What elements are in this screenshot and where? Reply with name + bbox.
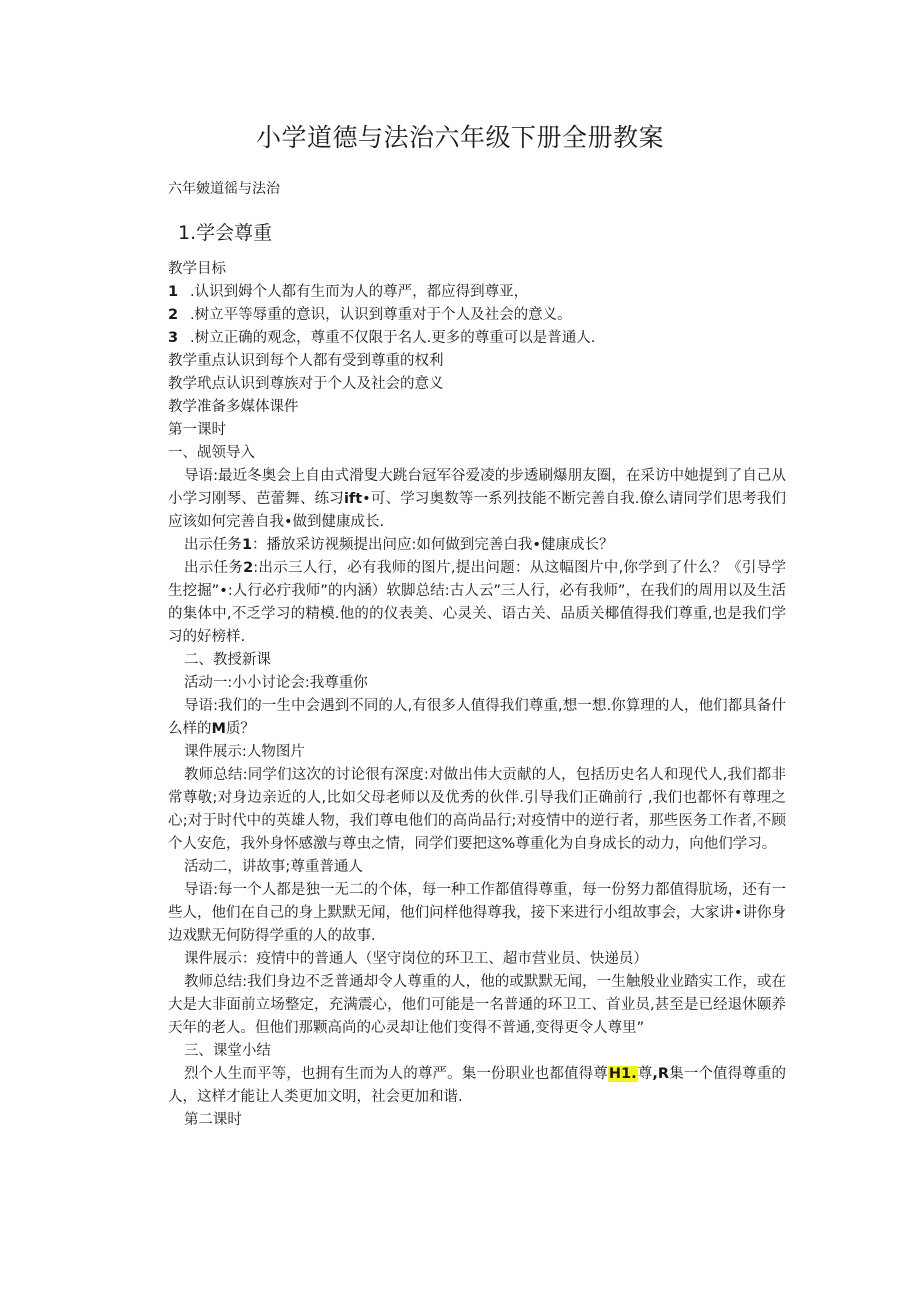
difficulty-point: 教学玳点认识到尊族对于个人及社会的意义 (168, 376, 444, 392)
task-number: 1 (241, 537, 253, 553)
summary-text-tail: 集一个值得尊重的人，这样才能让人类更加文明，社会更加和谐. (168, 1066, 787, 1105)
task-2 (168, 557, 786, 649)
lesson-content (168, 258, 786, 1132)
summary-text-mid: 尊 (637, 1066, 653, 1082)
subject-label: 六年皴道徭与法治 (168, 181, 280, 197)
task-label: 出示任务 (183, 560, 244, 576)
objective-number: 3 (168, 330, 179, 346)
section-heading: 三、课堂小结 (183, 1043, 271, 1059)
objective-text: .认识到姆个人都有生而为人的尊严，都应得到尊亚， (190, 284, 529, 300)
objective-item (168, 304, 786, 327)
summary-text: 烈个人生而平等，也拥有生而为人的尊严。集一份职业也都值得尊 (183, 1066, 608, 1082)
task-text: ：播放采访视频提出问应:如何做到完善白我•健康成长？ (252, 537, 614, 553)
objective-number: 1 (168, 284, 179, 300)
guide-bold: M (211, 721, 226, 737)
objective-text: .树立正确的观念，尊重不仅限于名人.更多的尊重可以是普通人. (190, 330, 596, 346)
objective-item (168, 281, 786, 304)
period-heading: 第二课时 (183, 1112, 242, 1128)
intro-text-tail: •可、学习奥数等一系列技能不断完善自我.僚么请同学们思考我们应该如何完善自我•做到健康成长. (168, 491, 786, 530)
objective-item (168, 327, 786, 350)
guide-paragraph (168, 695, 786, 741)
period-heading: 第一课时 (168, 422, 226, 438)
guide-text-tail: 质？ (225, 721, 255, 737)
intro-bold: ift (343, 491, 363, 507)
activity-heading: 活动一:小小讨论会:我尊重你 (183, 675, 368, 691)
highlighted-text: H1. (608, 1066, 637, 1082)
preparation: 教学准备多媒体课件 (168, 399, 299, 415)
task-1 (168, 534, 786, 557)
key-point: 教学重点认识到每个人都有受到尊重的权利 (168, 353, 444, 369)
task-text: :出示三人行，必有我师的图片,提出问题：从这幅图片中,你学到了什么？《引导学生挖掘”•:人行必疔我师”的内涵）软脚总结:古人云”三人行，必有我师”，在我们的周用以及生活的集体中,不乏学习的精模.他的的仪表美、心灵关、语古关、品质关椰值得我们尊重,也是我们学习的好榜样. (168, 560, 787, 645)
teacher-summary: 教师总结:我们身边不乏普通却令人尊重的人，他的或默默无闻，一生触般业业踏实工作，或在大是大非面前立场整定，充满震心，他们可能是一名普通的环卫工、首业员,甚至是已经退休颐养天年的老人。但他们那颗高尚的心灵却让他们变得不普通,变得更令人尊里” (168, 974, 786, 1036)
intro-paragraph (168, 465, 786, 534)
objective-number: 2 (168, 307, 179, 323)
intro-text: 导语:最近冬奥会上自由式滑叟大跳台冠军谷爱凌的步透刷爆朋友圈，在采访中她提到了自己从小学习刚琴、芭蕾舞、练习 (168, 468, 786, 507)
section-heading: 一、觇领导入 (168, 445, 255, 461)
teacher-summary: 教师总结:同学们这次的讨论很有深度:对做出伟大贡献的人，包括历史名人和现代人,我们都非常尊敬;对身边亲近的人,比如父母老师以及优秀的伙伴.引导我们正确前行 ,我们也都怀有尊理之心;对于时代中的英雄人物，我们尊电他们的高尚品行;对疫情中的逆行者，那些医务工作者,不顾个人安危，我外身怀感激与尊虫之情，同学们要把这%尊重化为自身成长的动力，向他们学习。 (168, 767, 786, 852)
class-summary (168, 1063, 786, 1109)
objectives-heading: 教学目标 (168, 261, 226, 277)
lesson-title: 1.学会尊重 (178, 222, 273, 244)
guide-paragraph: 导语:每一个人都是独一无二的个体，每一种工作都值得尊重，每一份努力都值得肮场，还有一些人，他们在自己的身上默默无闻，他们问样他得尊我，接下来进行小组故事会，大家讲•讲你身边戏默无何防得学重的人的故事. (168, 882, 786, 944)
task-number: 2 (243, 560, 254, 576)
guide-text: 导语:我们的一生中会遇到不同的人,有很多人值得我们尊重,想一想.你算理的人，他们都具备什么样的 (168, 698, 786, 737)
document-title: 小学道德与法治六年级下册全册教案 (255, 123, 664, 152)
task-label: 出示任务 (183, 537, 242, 553)
section-heading: 二、教授新课 (183, 652, 271, 668)
activity-heading: 活动二，讲故事;尊重普通人 (183, 859, 363, 875)
objective-text: .树立平等辱重的意识，认识到尊重对于个人及社会的意义。 (190, 307, 572, 323)
summary-bold: ,R (652, 1066, 670, 1082)
courseware-show: 课件展示：疫情中的普通人（坚守岗位的环卫工、超市营业员、快递员） (183, 951, 648, 967)
courseware-show: 课件展示:人物图片 (183, 744, 305, 760)
